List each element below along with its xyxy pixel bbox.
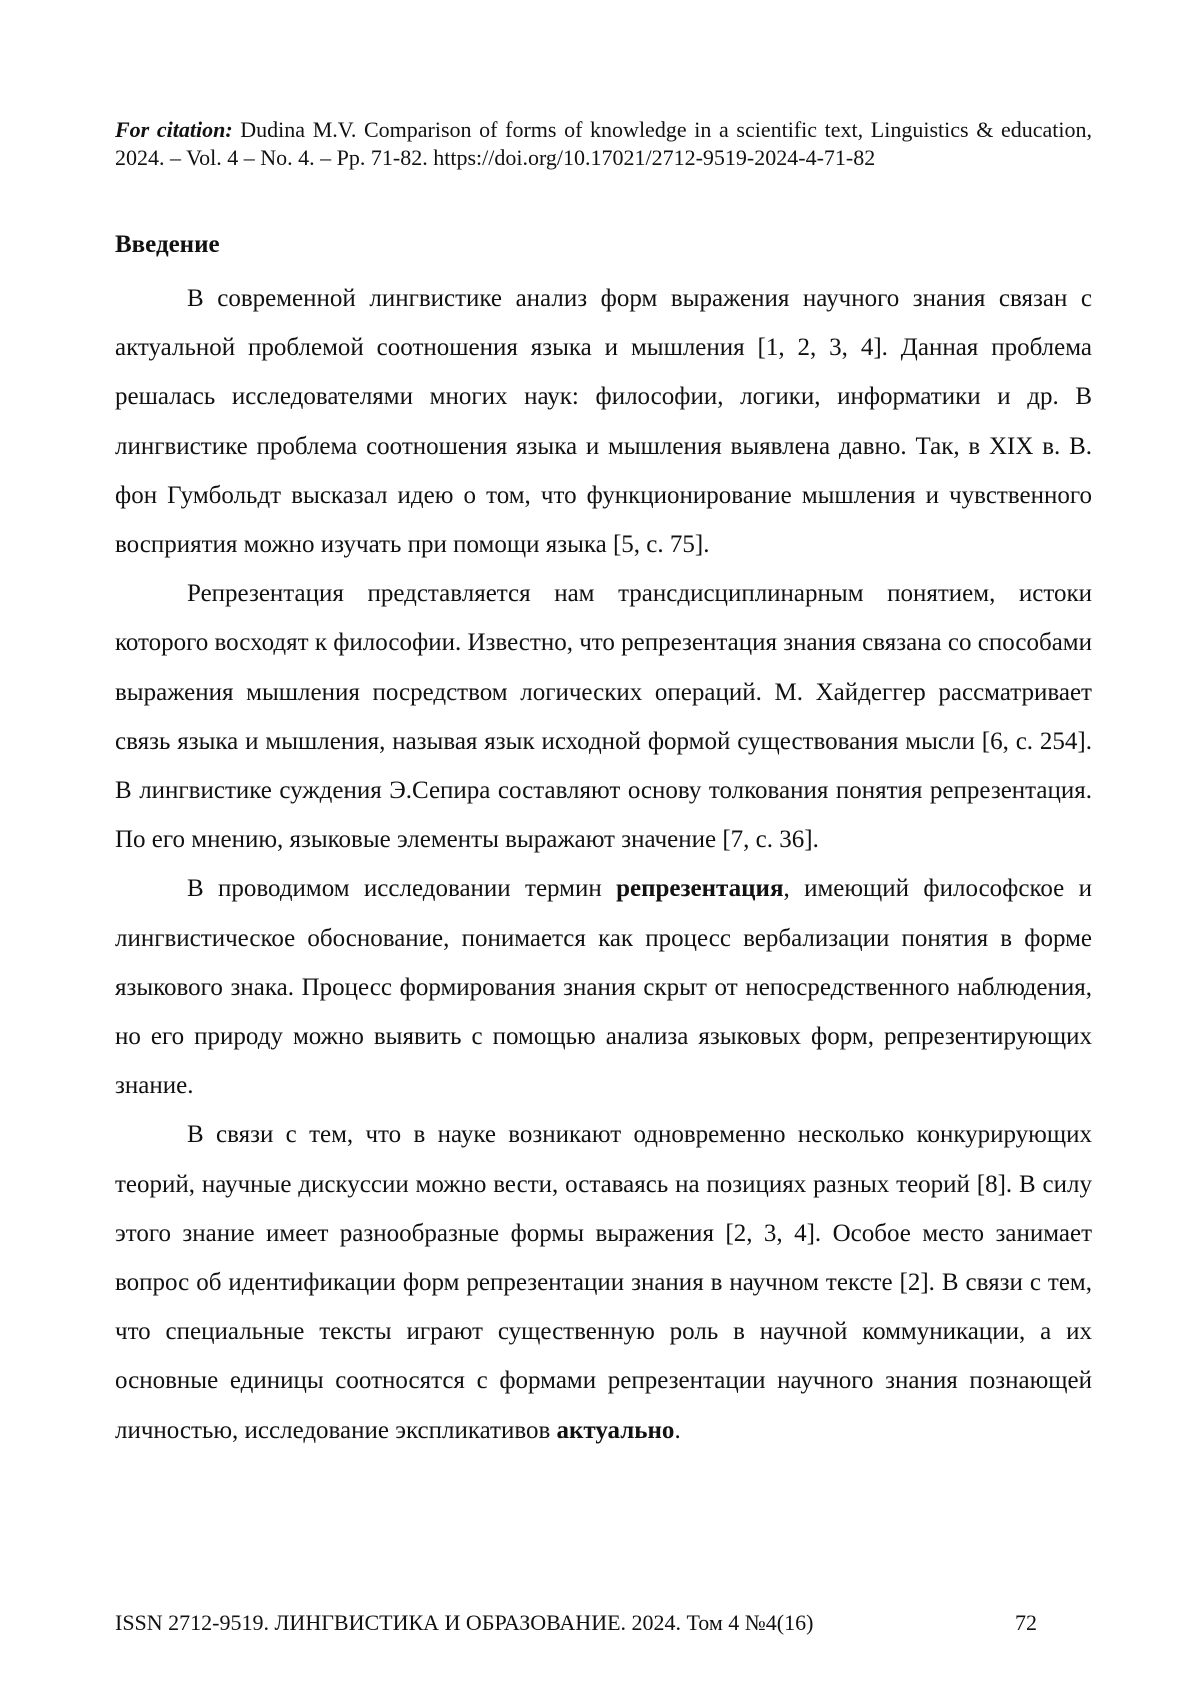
term-representation: репрезентация <box>616 875 784 903</box>
paragraph-3 <box>115 864 1092 1110</box>
citation-text: Dudina M.V. Comparison of forms of knowledge in a scientific text, Linguistics & education, 2024. – Vol. 4 – No. 4. – Pp. 71-82. https://doi.org/10.17021/2712-9519-2024-4-71-82 <box>115 117 1092 170</box>
section-heading: Введение <box>115 231 220 258</box>
paragraph-4-text-end: . <box>674 1416 681 1444</box>
paragraph-4 <box>115 1110 1092 1454</box>
term-relevant: актуально <box>556 1416 675 1444</box>
paragraph-4-text-start: В связи с тем, что в науке возникают одновременно несколько конкурирующих теорий, научные дискуссии можно вести, оставаясь на позициях разных теорий [8]. В силу этого знание имеет разнообразные формы выражения [2, 3, 4]. Особое место занимает вопрос об идентификации форм репрезентации знания в научном тексте [2]. В связи с тем, что специальные тексты играют существенную роль в научной коммуникации, а их основные единицы соотносятся с формами репрезентации научного знания познающей личностью, исследование экспликативов <box>115 1121 1092 1444</box>
page-footer <box>115 1608 1092 1638</box>
journal-info: ISSN 2712-9519. ЛИНГВИСТИКА И ОБРАЗОВАНИЕ. 2024. Том 4 №4(16) <box>115 1610 814 1635</box>
citation-label: For citation: <box>115 117 233 142</box>
paragraph-3-text-end: , имеющий философское и лингвистическое обоснование, понимается как процесс вербализации понятия в форме языкового знака. Процесс формирования знания скрыт от непосредственного наблюдения, но его природу можно выявить с помощью анализа языковых форм, репрезентирующих знание. <box>115 875 1092 1100</box>
paragraph-2: Репрезентация представляется нам трансдисциплинарным понятием, истоки которого восходят к философии. Известно, что репрезентация знания связана со способами выражения мышления посредством логических операций. М. Хайдеггер рассматривает связь языка и мышления, называя язык исходной формой существования мысли [6, с. 254]. В лингвистике суждения Э.Сепира составляют основу толкования понятия репрезентация. По его мнению, языковые элементы выражают значение [7, с. 36]. <box>115 580 1092 854</box>
body-text <box>115 274 1092 1455</box>
paragraph-3-text-start: В проводимом исследовании термин <box>187 875 617 903</box>
document-page <box>115 0 1092 1697</box>
page-number: 72 <box>1015 1610 1037 1635</box>
paragraph-1: В современной лингвистике анализ форм выражения научного знания связан с актуальной проблемой соотношения языка и мышления [1, 2, 3, 4]. Данная проблема решалась исследователями многих наук: философии, логики, информатики и др. В лингвистике проблема соотношения языка и мышления выявлена давно. Так, в XIX в. В. фон Гумбольдт высказал идею о том, что функционирование мышления и чувственного восприятия можно изучать при помощи языка [5, с. 75]. <box>115 285 1092 559</box>
citation-block <box>115 116 1092 172</box>
